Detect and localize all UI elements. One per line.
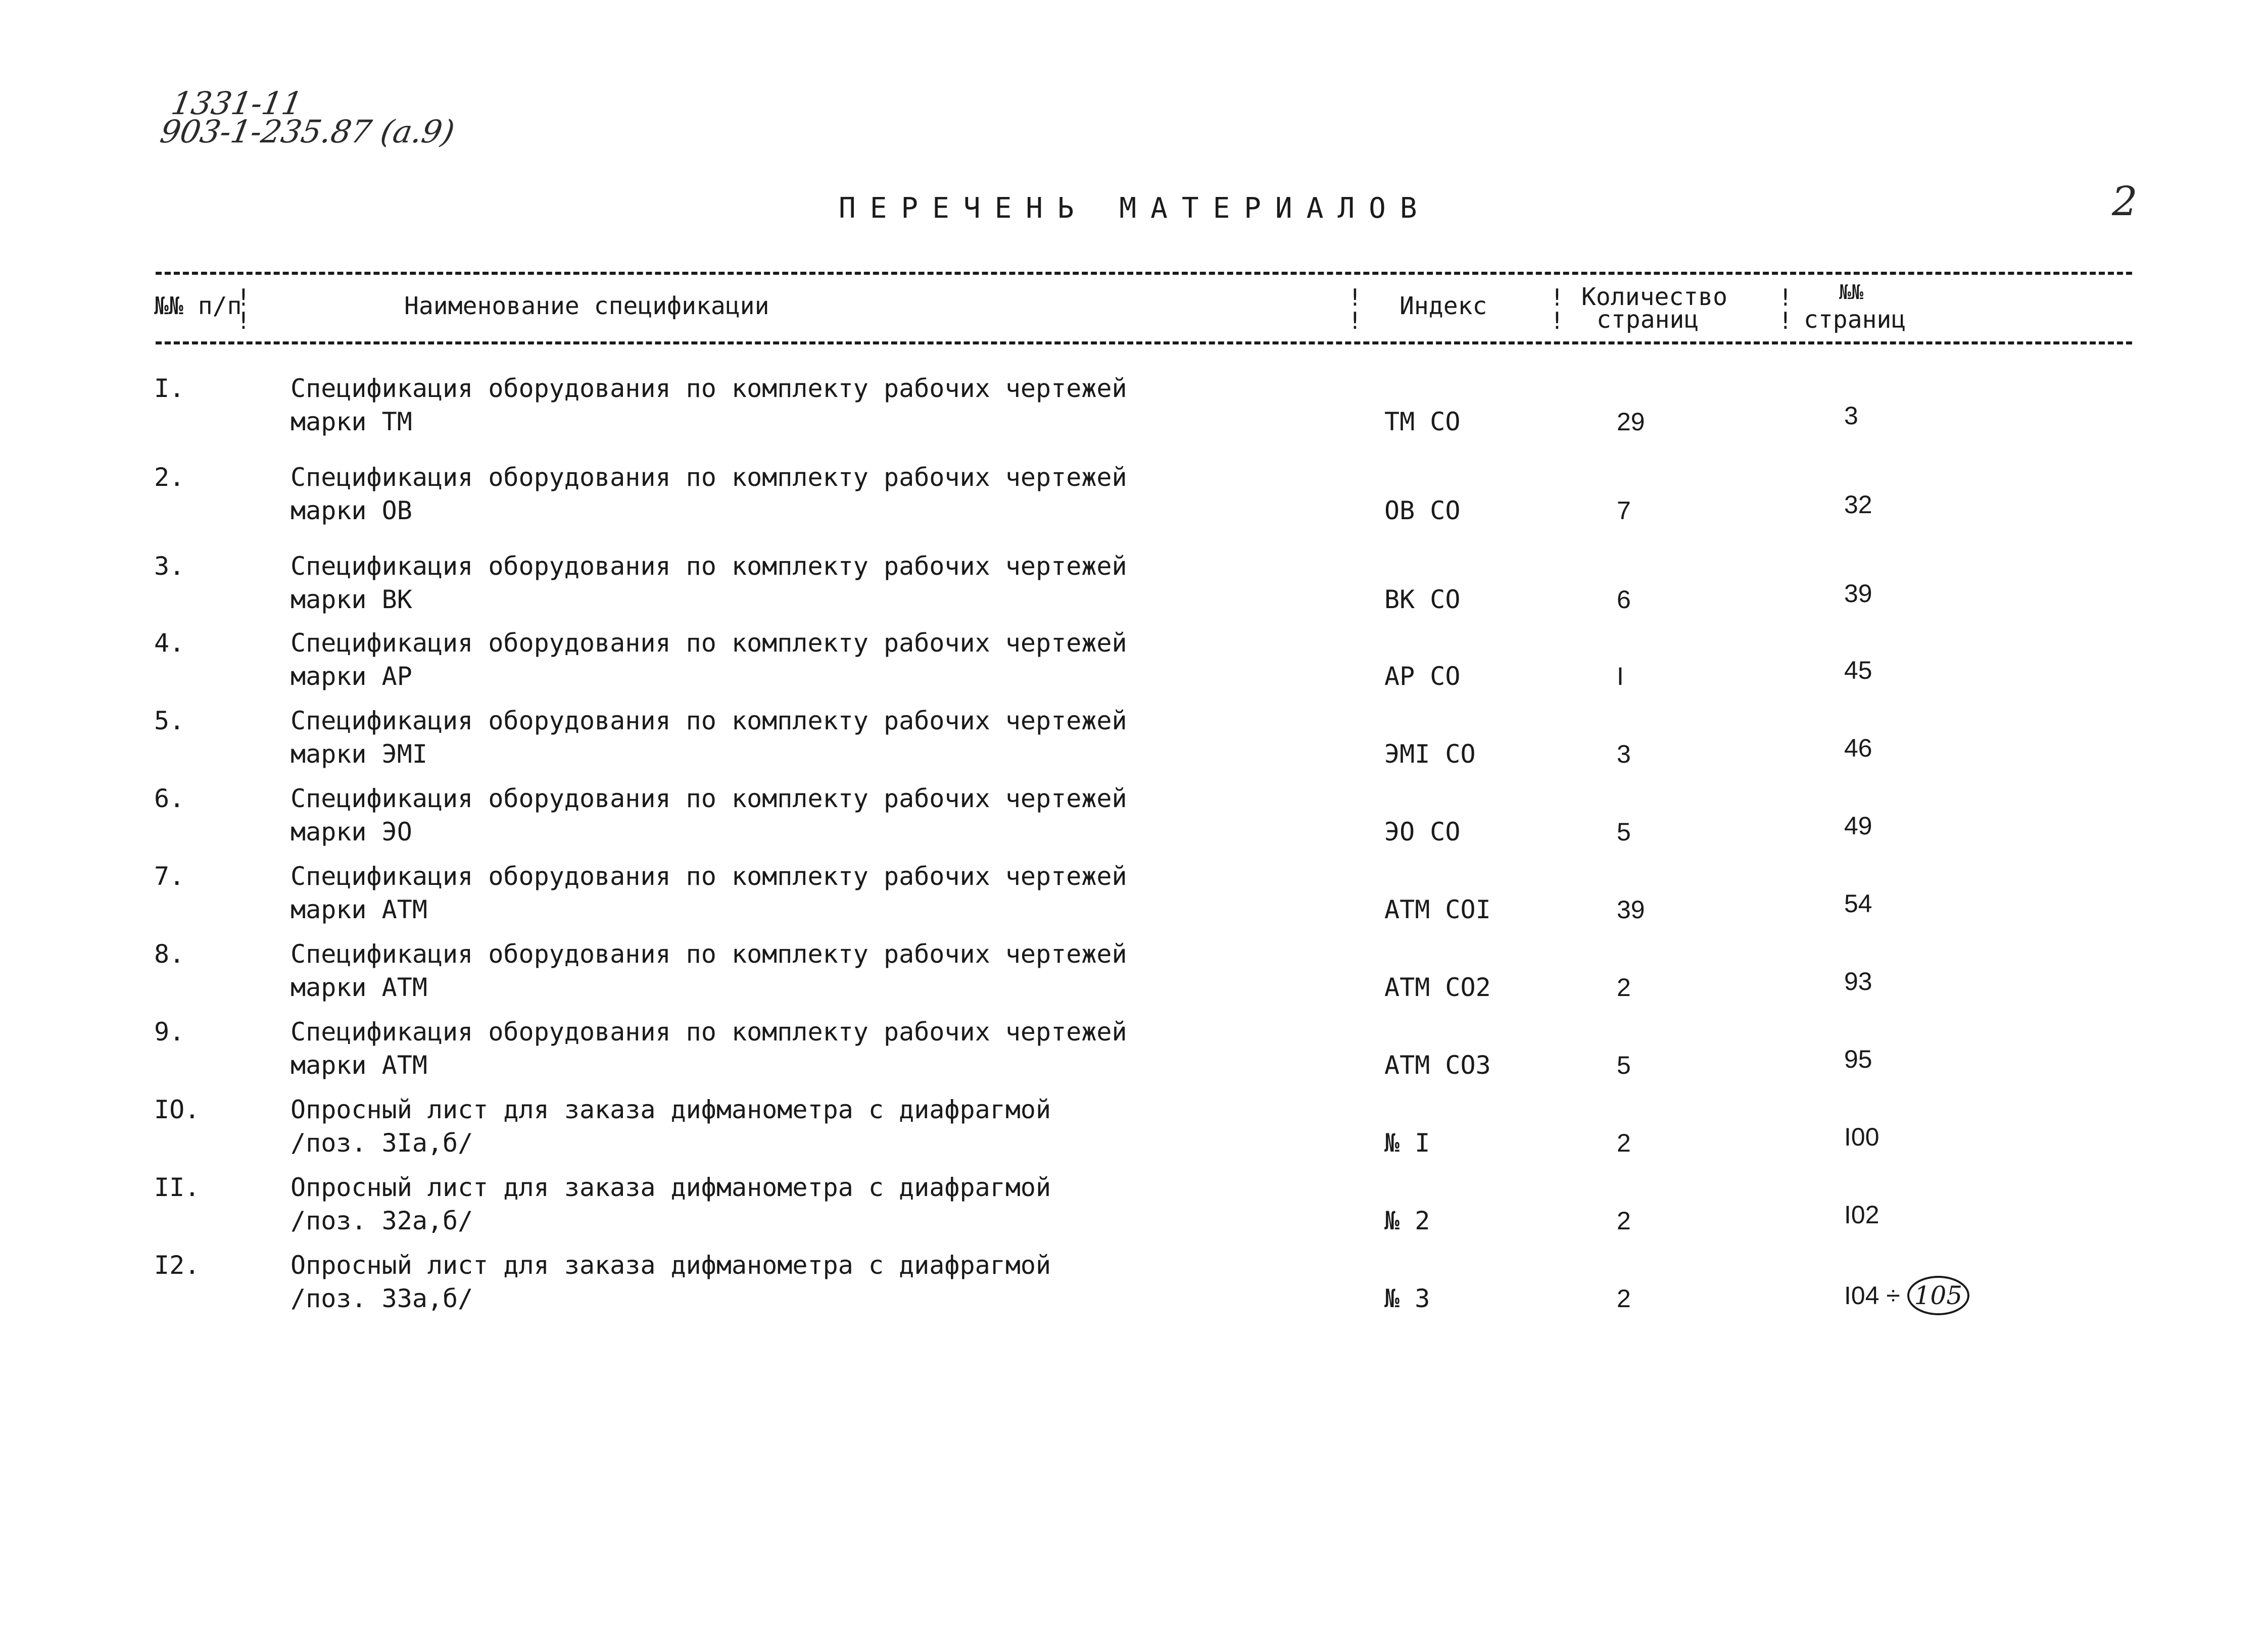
header-name: Наименование спецификации xyxy=(404,292,769,320)
row-number: 5. xyxy=(154,706,185,735)
header-index: Индекс xyxy=(1400,292,1487,320)
row-index: АР СО xyxy=(1384,662,1461,691)
handwritten-ref-line1: 1331-11 xyxy=(168,85,306,122)
table-row xyxy=(0,1171,2268,1247)
row-index: АТМ СО3 xyxy=(1384,1051,1491,1080)
row-qty: 2 xyxy=(1617,1207,1631,1235)
table-row xyxy=(0,461,2268,536)
row-index: АТМ СОI xyxy=(1384,895,1491,924)
table-row xyxy=(0,860,2268,935)
row-name-line1: Опросный лист для заказа дифманометра с диафрагмой xyxy=(291,1173,1051,1202)
row-pages: I00 xyxy=(1844,1123,1879,1151)
row-pages: 95 xyxy=(1844,1045,1872,1073)
handwritten-circled-page: 105 xyxy=(1907,1276,1969,1315)
header-num: №№ п/п xyxy=(154,292,242,320)
row-index: № 2 xyxy=(1384,1206,1430,1235)
row-pages: I02 xyxy=(1844,1201,1879,1229)
row-name-line2: марки ЭО xyxy=(291,817,412,847)
row-name-line2: /поз. 3Iа,б/ xyxy=(291,1128,473,1158)
row-number: IO. xyxy=(154,1095,200,1124)
row-number: I. xyxy=(154,374,185,403)
handwritten-page-number: 2 xyxy=(2112,178,2138,225)
row-name-line1: Спецификация оборудования по комплекту рабочих чертежей xyxy=(291,374,1127,403)
row-pages-start: I04 ÷ xyxy=(1844,1281,1900,1310)
row-qty: 6 xyxy=(1617,585,1631,614)
header-pages-line1: №№ xyxy=(1839,281,1864,304)
table-row xyxy=(0,1249,2268,1324)
row-name-line1: Спецификация оборудования по комплекту рабочих чертежей xyxy=(291,784,1127,813)
row-name-line1: Спецификация оборудования по комплекту рабочих чертежей xyxy=(291,862,1127,891)
row-number: 6. xyxy=(154,784,185,813)
row-qty: 5 xyxy=(1617,818,1631,846)
row-qty: 5 xyxy=(1617,1051,1631,1079)
row-qty: 2 xyxy=(1617,1129,1631,1157)
row-qty: 39 xyxy=(1617,896,1645,924)
row-name-line2: /поз. 33а,б/ xyxy=(291,1284,473,1313)
header-separator: ! ! xyxy=(1550,284,1564,334)
row-pages: 49 xyxy=(1844,812,1872,840)
row-name-line1: Спецификация оборудования по комплекту рабочих чертежей xyxy=(291,552,1127,581)
header-top-rule xyxy=(156,272,2132,275)
row-qty: 3 xyxy=(1617,740,1631,768)
header-separator: ! ! xyxy=(236,284,251,334)
row-index: № 3 xyxy=(1384,1284,1430,1313)
row-qty: 2 xyxy=(1617,1284,1631,1313)
handwritten-ref-line2: 903-1-235.87 (a.9) xyxy=(157,113,458,150)
row-name-line2: марки АР xyxy=(291,662,412,691)
row-qty: 29 xyxy=(1617,408,1645,436)
row-number: 8. xyxy=(154,939,185,969)
row-name-line2: /поз. 32а,б/ xyxy=(291,1206,473,1235)
row-index: № I xyxy=(1384,1128,1430,1158)
row-number: II. xyxy=(154,1173,200,1202)
row-number: 4. xyxy=(154,628,185,658)
row-name-line2: марки ЭМI xyxy=(291,739,427,769)
header-separator: ! ! xyxy=(1348,284,1362,334)
row-index: ВК СО xyxy=(1384,585,1461,614)
row-name-line1: Спецификация оборудования по комплекту рабочих чертежей xyxy=(291,939,1127,969)
table-row xyxy=(0,1093,2268,1169)
row-name-line2: марки АТМ xyxy=(291,973,427,1002)
row-name-line1: Спецификация оборудования по комплекту рабочих чертежей xyxy=(291,1017,1127,1047)
row-number: 9. xyxy=(154,1017,185,1047)
table-row xyxy=(0,626,2268,702)
row-name-line1: Опросный лист для заказа дифманометра с диафрагмой xyxy=(291,1251,1051,1280)
row-pages: 54 xyxy=(1844,889,1872,918)
table-row xyxy=(0,704,2268,780)
header-pages-line2: страниц xyxy=(1804,306,1906,334)
table-row xyxy=(0,937,2268,1013)
row-name-line1: Спецификация оборудования по комплекту рабочих чертежей xyxy=(291,463,1127,492)
row-name-line2: марки АТМ xyxy=(291,895,427,924)
header-qty-line2: страниц xyxy=(1597,306,1699,334)
row-number: 3. xyxy=(154,552,185,581)
row-name-line1: Спецификация оборудования по комплекту рабочих чертежей xyxy=(291,628,1127,658)
row-pages: 46 xyxy=(1844,734,1872,762)
table-row xyxy=(0,782,2268,858)
row-index: ЭО СО xyxy=(1384,817,1461,847)
row-index: ТМ СО xyxy=(1384,407,1461,436)
row-name-line2: марки ТМ xyxy=(291,407,412,436)
row-name-line2: марки ВК xyxy=(291,585,412,614)
row-qty: 7 xyxy=(1617,496,1631,525)
row-pages: 93 xyxy=(1844,967,1872,996)
row-number: I2. xyxy=(154,1251,200,1280)
row-pages: 32 xyxy=(1844,490,1872,519)
row-number: 2. xyxy=(154,463,185,492)
table-row xyxy=(0,1015,2268,1091)
row-pages: 3 xyxy=(1844,402,1858,430)
document-title: ПЕРЕЧЕНЬ МАТЕРИАЛОВ xyxy=(839,192,1431,225)
row-name-line1: Опросный лист для заказа дифманометра с диафрагмой xyxy=(291,1095,1051,1124)
row-qty: 2 xyxy=(1617,973,1631,1002)
row-name-line2: марки АТМ xyxy=(291,1051,427,1080)
row-number: 7. xyxy=(154,862,185,891)
table-row xyxy=(0,550,2268,625)
row-index: ЭМI СО xyxy=(1384,739,1476,769)
table-row xyxy=(0,372,2268,448)
header-qty-line1: Количество xyxy=(1581,283,1727,311)
header-separator: ! ! xyxy=(1778,284,1793,334)
row-index: ОВ СО xyxy=(1384,496,1461,525)
row-pages: 39 xyxy=(1844,579,1872,608)
row-pages: 45 xyxy=(1844,656,1872,684)
row-name-line2: марки ОВ xyxy=(291,496,412,525)
row-pages xyxy=(1844,1276,1969,1315)
row-name-line1: Спецификация оборудования по комплекту рабочих чертежей xyxy=(291,706,1127,735)
row-index: АТМ СО2 xyxy=(1384,973,1491,1002)
row-qty: I xyxy=(1617,662,1624,690)
header-bottom-rule xyxy=(156,341,2132,344)
